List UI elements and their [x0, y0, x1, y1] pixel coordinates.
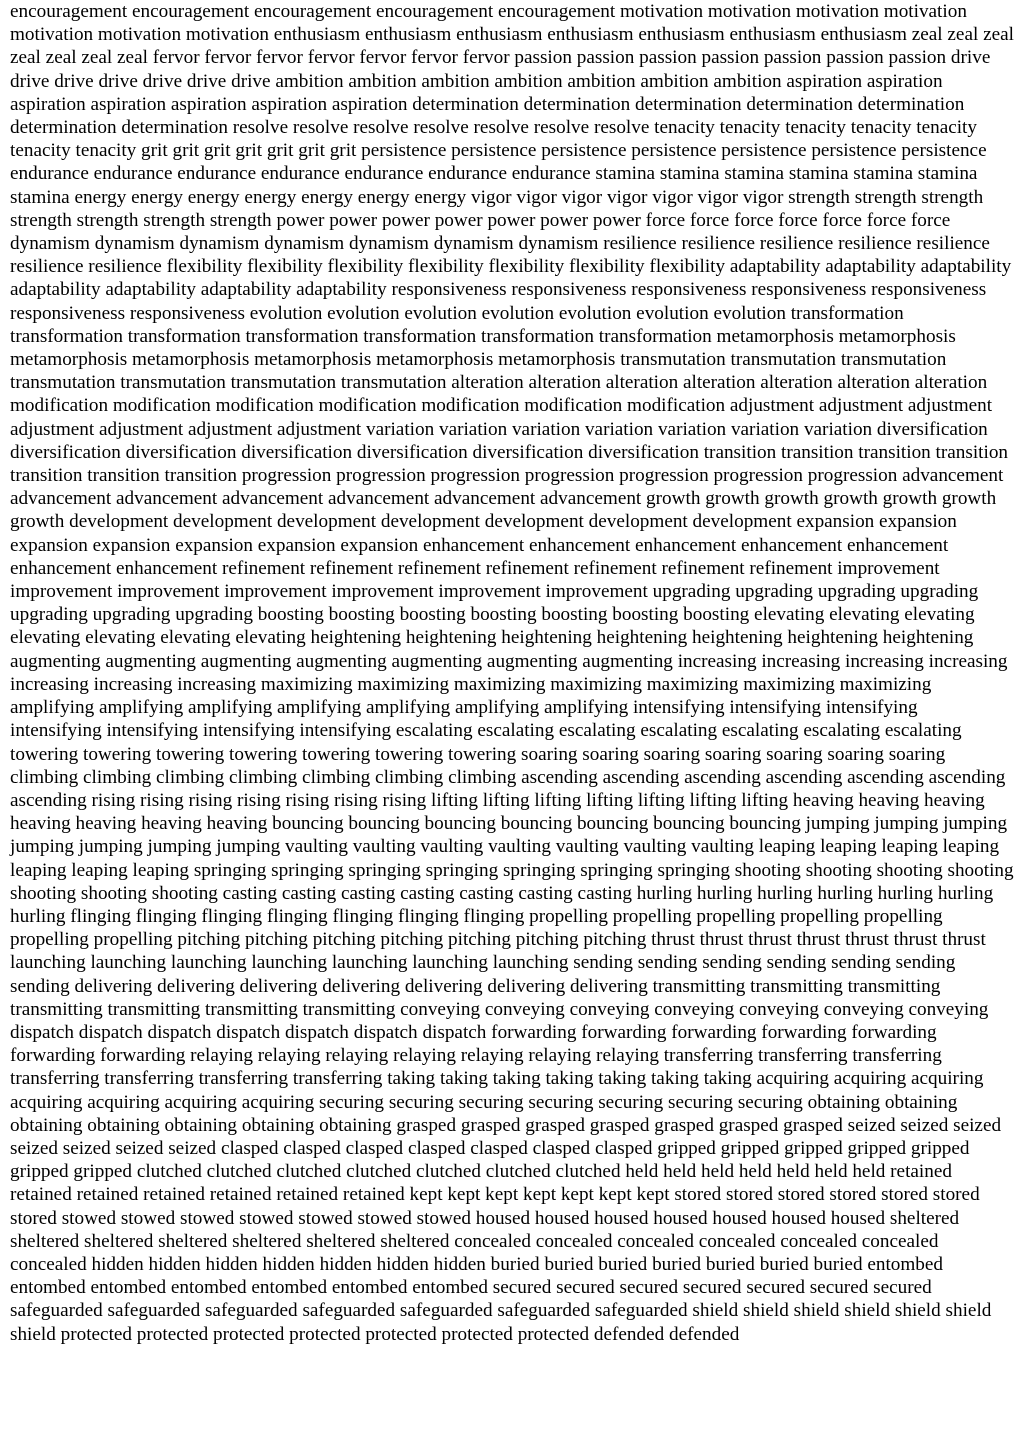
- body-text: encouragement encouragement encouragement encouragement encouragement motivation motivation motivation motivation motivation motivation motivation enthusiasm enthusiasm enthusiasm enthusiasm enthusiasm enthusiasm enthusiasm zeal zeal zeal zeal zeal zeal zeal fervor fervor fervor fervor fervor fervor fervor passion passion passion passion passion passion passion drive drive drive drive drive drive drive ambition ambition ambition ambition ambition ambition ambition aspiration aspiration aspiration aspiration aspiration aspiration aspiration determination determination determination determination determination determination determination resolve resolve resolve resolve resolve resolve resolve tenacity tenacity tenacity tenacity tenacity tenacity tenacity grit grit grit grit grit grit grit persistence persistence persistence persistence persistence persistence persistence endurance endurance endurance endurance endurance endurance endurance stamina stamina stamina stamina stamina stamina stamina energy energy energy energy energy energy energy vigor vigor vigor vigor vigor vigor vigor strength strength strength strength strength strength strength power power power power power power power force force force force force force force dynamism dynamism dynamism dynamism dynamism dynamism dynamism resilience resilience resilience resilience resilience resilience resilience flexibility flexibility flexibility flexibility flexibility flexibility flexibility adaptability adaptability adaptability adaptability adaptability adaptability adaptability responsiveness responsiveness responsiveness responsiveness responsiveness responsiveness responsiveness evolution evolution evolution evolution evolution evolution evolution transformation transformation transformation transformation transformation transformation transformation metamorphosis metamorphosis metamorphosis metamorphosis metamorphosis metamorphosis metamorphosis transmutation transmutation transmutation transmutation transmutation transmutation transmutation alteration alteration alteration alteration alteration alteration alteration modification modification modification modification modification modification modification adjustment adjustment adjustment adjustment adjustment adjustment adjustment variation variation variation variation variation variation variation diversification diversification diversification diversification diversification diversification diversification transition transition transition transition transition transition transition progression progression progression progression progression progression progression advancement advancement advancement advancement advancement advancement advancement growth growth growth growth growth growth growth development development development development development development development expansion expansion expansion expansion expansion expansion expansion enhancement enhancement enhancement enhancement enhancement enhancement enhancement refinement refinement refinement refinement refinement refinement refinement improvement improvement improvement improvement improvement improvement improvement upgrading upgrading upgrading upgrading upgrading upgrading upgrading boosting boosting boosting boosting boosting boosting boosting elevating elevating elevating elevating elevating elevating elevating heightening heightening heightening heightening heightening heightening heightening augmenting augmenting augmenting augmenting augmenting augmenting augmenting increasing increasing increasing increasing increasing increasing increasing maximizing maximizing maximizing maximizing maximizing maximizing maximizing amplifying amplifying amplifying amplifying amplifying amplifying amplifying intensifying intensifying intensifying intensifying intensifying intensifying intensifying escalating escalating escalating escalating escalating escalating escalating towering towering towering towering towering towering towering soaring soaring soaring soaring soaring soaring soaring climbing climbing climbing climbing climbing climbing climbing ascending ascending ascending ascending ascending ascending ascending rising rising rising rising rising rising rising lifting lifting lifting lifting lifting lifting lifting heaving heaving heaving heaving heaving heaving heaving bouncing bouncing bouncing bouncing bouncing bouncing bouncing jumping jumping jumping jumping jumping jumping jumping vaulting vaulting vaulting vaulting vaulting vaulting vaulting leaping leaping leaping leaping leaping leaping leaping springing springing springing springing springing springing springing shooting shooting shooting shooting shooting shooting shooting casting casting casting casting casting casting casting hurling hurling hurling hurling hurling hurling hurling flinging flinging flinging flinging flinging flinging flinging propelling propelling propelling propelling propelling propelling propelling pitching pitching pitching pitching pitching pitching pitching thrust thrust thrust thrust thrust thrust thrust launching launching launching launching launching launching launching sending sending sending sending sending sending sending delivering delivering delivering delivering delivering delivering delivering transmitting transmitting transmitting transmitting transmitting transmitting transmitting conveying conveying conveying conveying conveying conveying conveying dispatch dispatch dispatch dispatch dispatch dispatch dispatch forwarding forwarding forwarding forwarding forwarding forwarding forwarding relaying relaying relaying relaying relaying relaying relaying transferring transferring transferring transferring transferring transferring transferring taking taking taking taking taking taking taking acquiring acquiring acquiring acquiring acquiring acquiring acquiring securing securing securing securing securing securing securing obtaining obtaining obtaining obtaining obtaining obtaining obtaining grasped grasped grasped grasped grasped grasped grasped seized seized seized seized seized seized seized clasped clasped clasped clasped clasped clasped clasped gripped gripped gripped gripped gripped gripped gripped clutched clutched clutched clutched clutched clutched clutched held held held held held held held retained retained retained retained retained retained retained kept kept kept kept kept kept kept stored stored stored stored stored stored stored stowed stowed stowed stowed stowed stowed stowed housed housed housed housed housed housed housed sheltered sheltered sheltered sheltered sheltered sheltered sheltered concealed concealed concealed concealed concealed concealed concealed hidden hidden hidden hidden hidden hidden hidden buried buried buried buried buried buried buried entombed entombed entombed entombed entombed entombed entombed secured secured secured secured secured secured secured safeguarded safeguarded safeguarded safeguarded safeguarded safeguarded safeguarded shield shield shield shield shield shield shield protected protected protected protected protected protected protected defended defended: [10, 1, 1014, 1345]
